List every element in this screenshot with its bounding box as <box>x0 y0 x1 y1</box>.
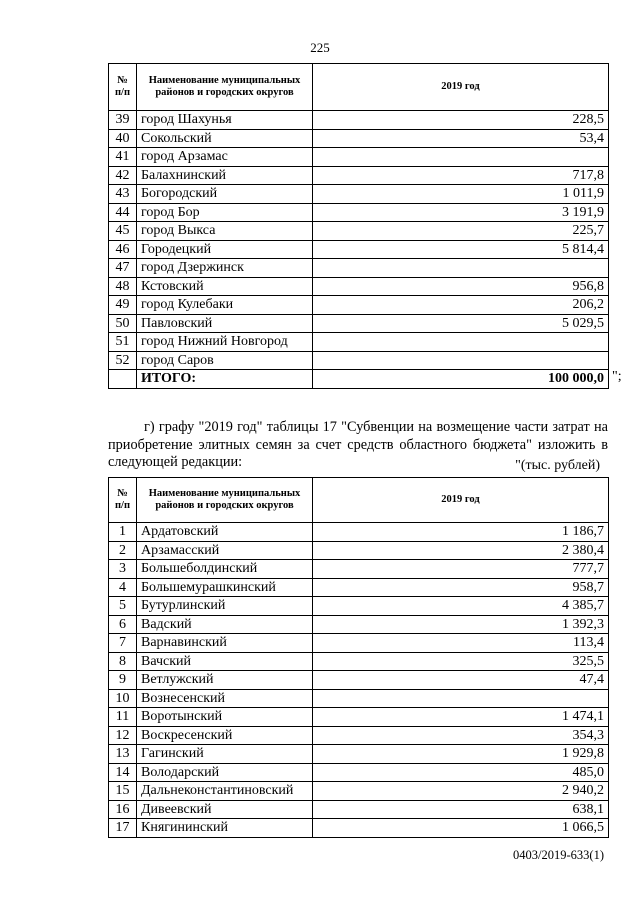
cell-value: 5 814,4 <box>313 240 609 259</box>
cell-name: Богородский <box>137 185 313 204</box>
cell-number: 40 <box>109 129 137 148</box>
cell-name: Воскресенский <box>137 726 313 745</box>
page-number: 225 <box>310 40 330 55</box>
cell-value: 53,4 <box>313 129 609 148</box>
cell-number: 9 <box>109 671 137 690</box>
cell-name: город Кулебаки <box>137 296 313 315</box>
header-name: Наименование муниципальных районов и городских округов <box>137 478 313 523</box>
cell-number: 16 <box>109 800 137 819</box>
table-row <box>109 523 609 542</box>
cell-name: Сокольский <box>137 129 313 148</box>
cell-number: 17 <box>109 819 137 838</box>
cell-name: Павловский <box>137 314 313 333</box>
cell-name: Варнавинский <box>137 634 313 653</box>
cell-name: Воротынский <box>137 708 313 727</box>
table-row <box>109 745 609 764</box>
cell-value: 777,7 <box>313 560 609 579</box>
table-row <box>109 111 609 130</box>
cell-value: 225,7 <box>313 222 609 241</box>
cell-name: Ветлужский <box>137 671 313 690</box>
table-row <box>109 259 609 278</box>
cell-name: Большемурашкинский <box>137 578 313 597</box>
cell-name: Княгининский <box>137 819 313 838</box>
total-label: ИТОГО: <box>137 370 313 389</box>
cell-value: 4 385,7 <box>313 597 609 616</box>
table-row <box>109 240 609 259</box>
cell-value: 354,3 <box>313 726 609 745</box>
cell-number: 45 <box>109 222 137 241</box>
cell-name: Большеболдинский <box>137 560 313 579</box>
cell-name: город Дзержинск <box>137 259 313 278</box>
cell-name: Вознесенский <box>137 689 313 708</box>
header-year: 2019 год <box>313 64 609 111</box>
cell-name: Ардатовский <box>137 523 313 542</box>
cell-value: 1 066,5 <box>313 819 609 838</box>
table-row <box>109 689 609 708</box>
closing-quote: "; <box>612 369 622 384</box>
unit-note: "(тыс. рублей) <box>515 458 600 473</box>
cell-value: 47,4 <box>313 671 609 690</box>
table-row <box>109 726 609 745</box>
cell-value <box>313 689 609 708</box>
cell-value: 228,5 <box>313 111 609 130</box>
cell-value: 956,8 <box>313 277 609 296</box>
table-row <box>109 148 609 167</box>
table-row <box>109 597 609 616</box>
header-number: № п/п <box>109 64 137 111</box>
cell-name: Вачский <box>137 652 313 671</box>
cell-number: 7 <box>109 634 137 653</box>
cell-name: Гагинский <box>137 745 313 764</box>
table-row <box>109 819 609 838</box>
cell-name: Дивеевский <box>137 800 313 819</box>
cell-name: город Бор <box>137 203 313 222</box>
cell-number: 41 <box>109 148 137 167</box>
table-row <box>109 185 609 204</box>
table-row <box>109 314 609 333</box>
header-year: 2019 год <box>313 478 609 523</box>
cell-number: 1 <box>109 523 137 542</box>
cell-value: 638,1 <box>313 800 609 819</box>
cell-name: город Арзамас <box>137 148 313 167</box>
document-code: 0403/2019-633(1) <box>513 848 604 862</box>
cell-value <box>313 333 609 352</box>
table-row <box>109 763 609 782</box>
allocation-table-1 <box>108 63 609 389</box>
cell-value: 2 380,4 <box>313 541 609 560</box>
cell-value: 5 029,5 <box>313 314 609 333</box>
cell-name: город Саров <box>137 351 313 370</box>
table-body <box>109 523 609 838</box>
cell-number: 11 <box>109 708 137 727</box>
cell-number: 46 <box>109 240 137 259</box>
total-row <box>109 370 609 389</box>
cell-number: 4 <box>109 578 137 597</box>
cell-name: Вадский <box>137 615 313 634</box>
cell-value: 717,8 <box>313 166 609 185</box>
cell-number: 2 <box>109 541 137 560</box>
cell-name: город Шахунья <box>137 111 313 130</box>
cell-name: Балахнинский <box>137 166 313 185</box>
cell-number: 3 <box>109 560 137 579</box>
table-row <box>109 634 609 653</box>
table-row <box>109 560 609 579</box>
cell-number: 47 <box>109 259 137 278</box>
cell-number: 52 <box>109 351 137 370</box>
header-name: Наименование муниципальных районов и городских округов <box>137 64 313 111</box>
table-row <box>109 203 609 222</box>
cell-number: 49 <box>109 296 137 315</box>
table-row <box>109 129 609 148</box>
cell-value <box>313 259 609 278</box>
table-row <box>109 578 609 597</box>
total-value: 100 000,0 <box>313 370 609 389</box>
cell-value: 485,0 <box>313 763 609 782</box>
table-row <box>109 708 609 727</box>
cell-value: 113,4 <box>313 634 609 653</box>
cell-number: 42 <box>109 166 137 185</box>
cell-name: Бутурлинский <box>137 597 313 616</box>
cell-name: Дальнеконстантиновский <box>137 782 313 801</box>
table-header-row <box>109 478 609 523</box>
cell-number: 44 <box>109 203 137 222</box>
cell-value: 1 011,9 <box>313 185 609 204</box>
table-row <box>109 541 609 560</box>
cell-value: 206,2 <box>313 296 609 315</box>
table-row <box>109 671 609 690</box>
cell-number: 50 <box>109 314 137 333</box>
cell-name: Городецкий <box>137 240 313 259</box>
cell-value: 1 392,3 <box>313 615 609 634</box>
table-row <box>109 615 609 634</box>
table-row <box>109 333 609 352</box>
cell-number <box>109 370 137 389</box>
cell-value: 1 474,1 <box>313 708 609 727</box>
cell-name: Кстовский <box>137 277 313 296</box>
allocation-table-2 <box>108 477 609 838</box>
cell-name: город Выкса <box>137 222 313 241</box>
cell-number: 13 <box>109 745 137 764</box>
cell-number: 15 <box>109 782 137 801</box>
cell-value: 325,5 <box>313 652 609 671</box>
cell-value <box>313 351 609 370</box>
cell-number: 6 <box>109 615 137 634</box>
instruction-paragraph: г) графу "2019 год" таблицы 17 "Субвенции на возмещение части затрат на приобретение элитных семян за счет средств областного бюджета" изложить в следующей редакции: <box>108 419 608 471</box>
table-row <box>109 277 609 296</box>
cell-value: 1 186,7 <box>313 523 609 542</box>
table-row <box>109 166 609 185</box>
cell-number: 8 <box>109 652 137 671</box>
cell-value: 958,7 <box>313 578 609 597</box>
cell-value: 3 191,9 <box>313 203 609 222</box>
cell-number: 43 <box>109 185 137 204</box>
cell-value: 1 929,8 <box>313 745 609 764</box>
cell-value: 2 940,2 <box>313 782 609 801</box>
cell-number: 10 <box>109 689 137 708</box>
table-row <box>109 351 609 370</box>
cell-number: 5 <box>109 597 137 616</box>
table-row <box>109 296 609 315</box>
cell-name: Арзамасский <box>137 541 313 560</box>
table-row <box>109 222 609 241</box>
cell-name: Володарский <box>137 763 313 782</box>
cell-name: город Нижний Новгород <box>137 333 313 352</box>
table-header-row <box>109 64 609 111</box>
cell-number: 48 <box>109 277 137 296</box>
table-body <box>109 111 609 389</box>
table-row <box>109 782 609 801</box>
table-row <box>109 800 609 819</box>
cell-number: 39 <box>109 111 137 130</box>
table-row <box>109 652 609 671</box>
cell-value <box>313 148 609 167</box>
cell-number: 14 <box>109 763 137 782</box>
cell-number: 51 <box>109 333 137 352</box>
cell-number: 12 <box>109 726 137 745</box>
header-number: № п/п <box>109 478 137 523</box>
